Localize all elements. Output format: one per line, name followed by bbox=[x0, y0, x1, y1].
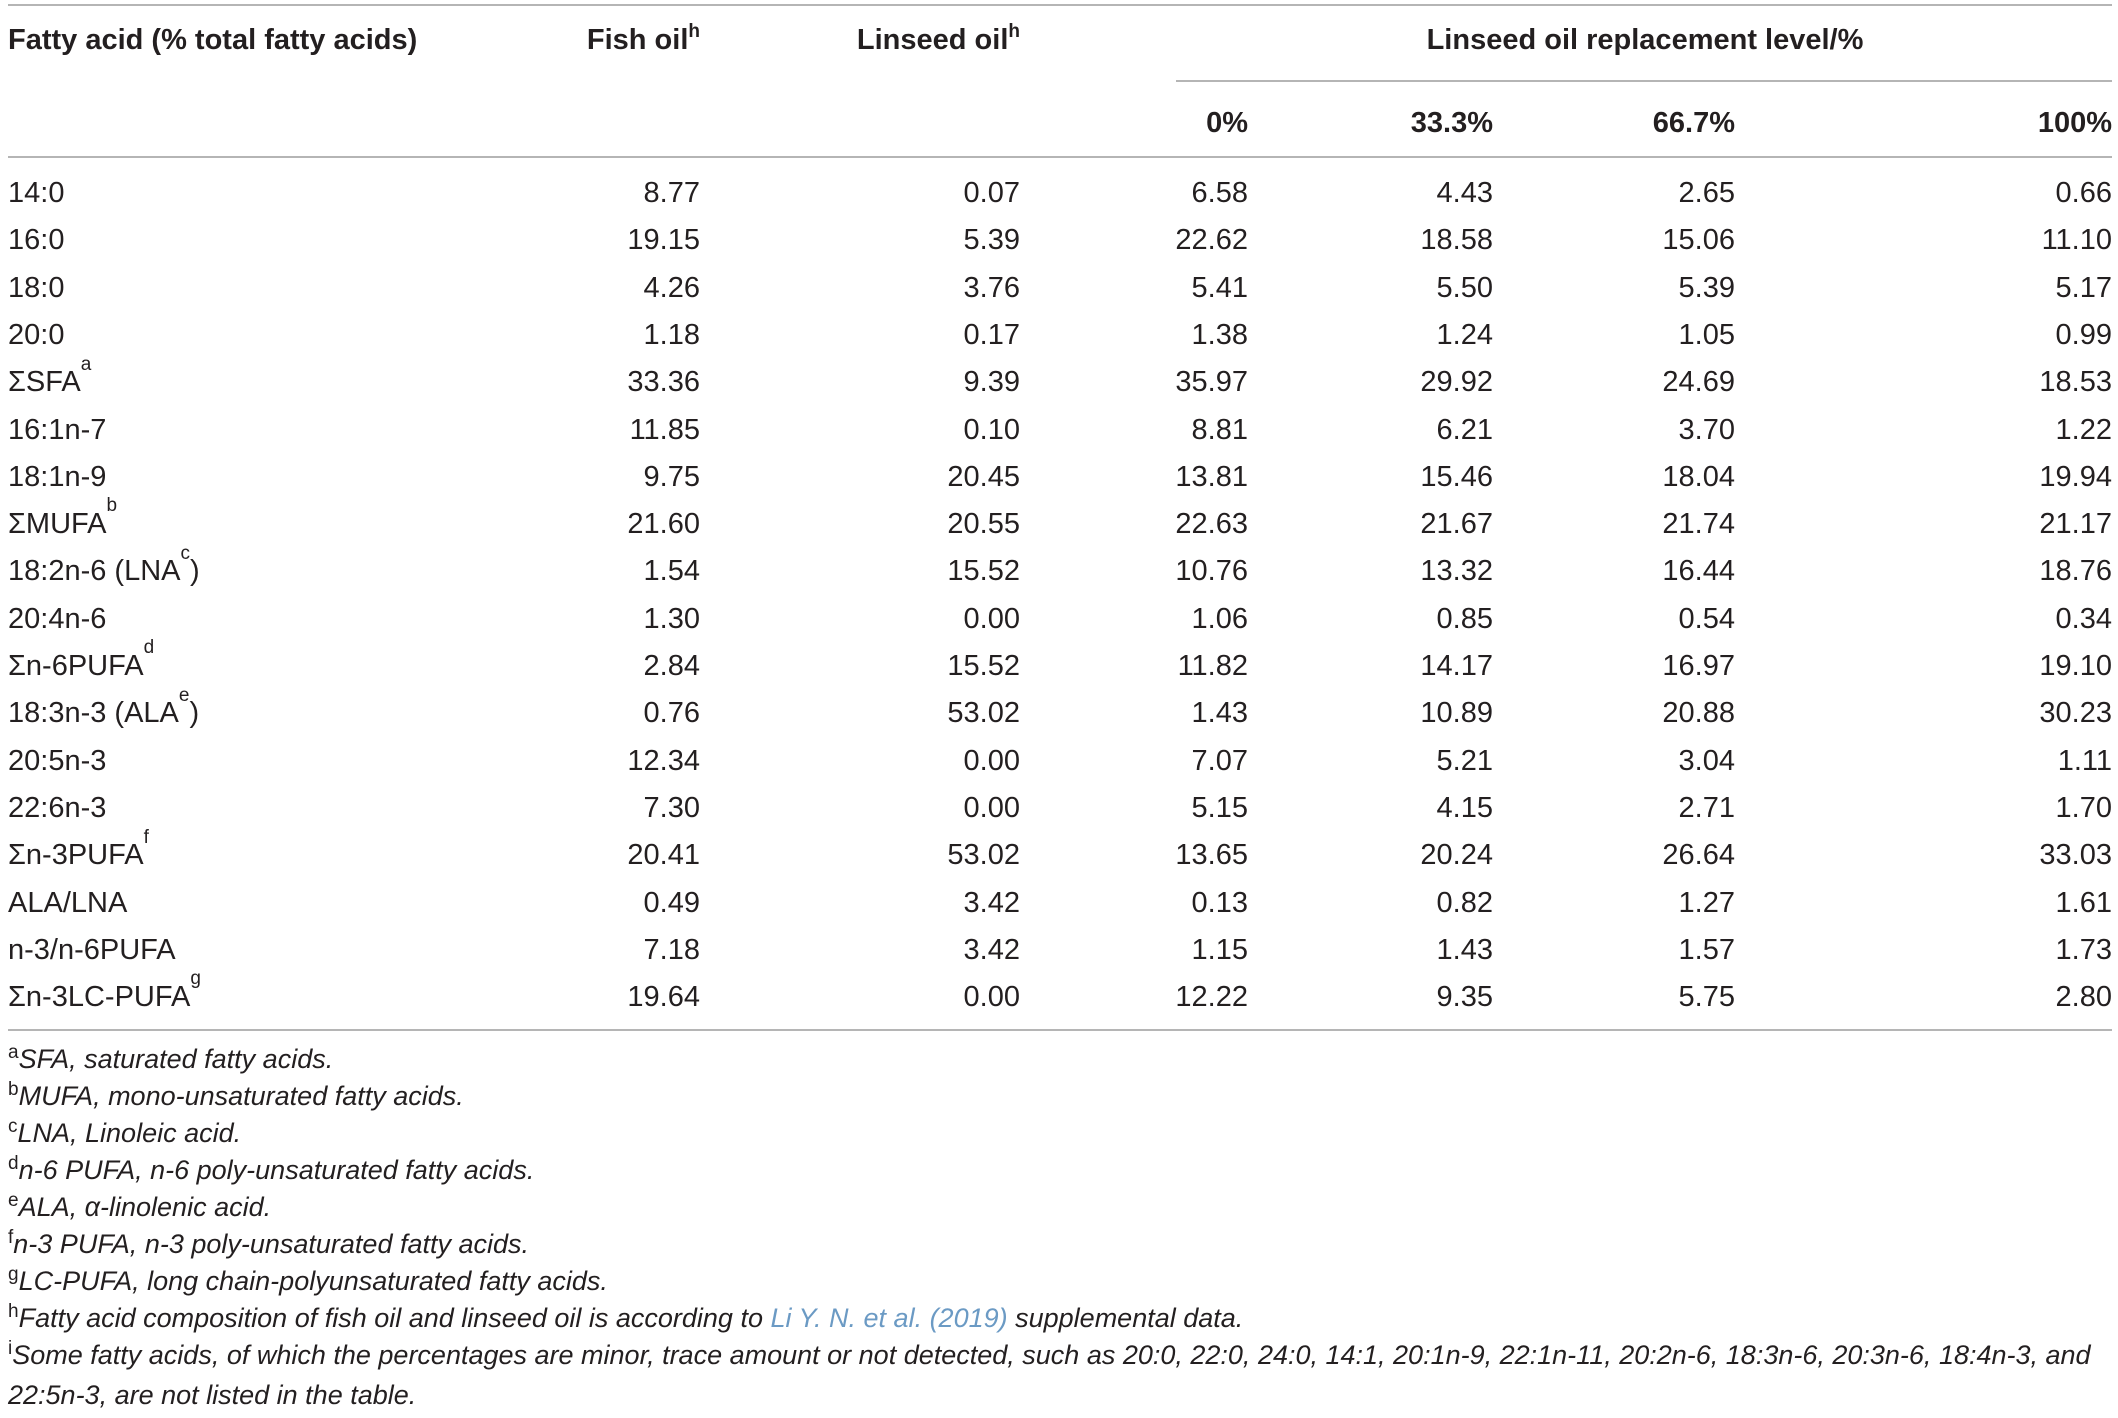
row-label-suffix: ) bbox=[190, 555, 200, 588]
table-row bbox=[8, 353, 2112, 406]
header-group-rule bbox=[1176, 80, 2112, 82]
footnote-i bbox=[8, 1337, 2112, 1414]
row-label bbox=[8, 880, 127, 927]
cell-level-0: 1.15 bbox=[1191, 933, 1248, 966]
footnote-c bbox=[8, 1115, 2112, 1155]
footnote-mark: i bbox=[8, 1338, 13, 1359]
table-row bbox=[8, 738, 2112, 785]
row-label bbox=[8, 170, 64, 217]
row-label-text: 16:1n-7 bbox=[8, 413, 107, 446]
row-label bbox=[8, 596, 106, 643]
footnote-f bbox=[8, 1226, 2112, 1266]
row-label bbox=[8, 312, 64, 359]
cell-level-100: 1.61 bbox=[2055, 886, 2112, 919]
header-fatty-acid: Fatty acid (% total fatty acids) bbox=[8, 24, 418, 56]
cell-level-66: 3.04 bbox=[1678, 744, 1735, 777]
row-label-text: 14:0 bbox=[8, 177, 65, 209]
cell-level-0: 8.81 bbox=[1191, 413, 1248, 446]
row-label-text: 20:0 bbox=[8, 318, 65, 351]
row-label-text: ALA/LNA bbox=[8, 886, 128, 919]
table-row bbox=[8, 265, 2112, 312]
header-level-0: 0% bbox=[1206, 107, 1248, 139]
header-level-100: 100% bbox=[2037, 107, 2112, 139]
cell-fish-oil: 19.64 bbox=[627, 981, 700, 1014]
row-label-text: 18:2n-6 (LNA bbox=[8, 555, 181, 588]
footnote-e bbox=[8, 1189, 2112, 1229]
cell-linseed-oil: 0.00 bbox=[963, 981, 1020, 1014]
cell-level-100: 33.03 bbox=[2039, 839, 2112, 872]
row-label bbox=[8, 265, 64, 312]
cell-level-66: 1.05 bbox=[1678, 318, 1735, 351]
row-label-text: 20:5n-3 bbox=[8, 744, 107, 777]
table-row bbox=[8, 495, 2112, 548]
row-label-text: 18:3n-3 (ALA bbox=[8, 697, 179, 730]
row-label bbox=[8, 637, 155, 690]
row-label bbox=[8, 968, 201, 1021]
cell-level-0: 5.15 bbox=[1191, 791, 1248, 824]
cell-linseed-oil: 53.02 bbox=[947, 839, 1020, 872]
cell-level-66: 1.57 bbox=[1678, 933, 1735, 966]
table-row bbox=[8, 880, 2112, 927]
footnote-mark: h bbox=[8, 1301, 19, 1322]
row-label-text: Σn-3PUFA bbox=[8, 839, 144, 872]
cell-linseed-oil: 0.00 bbox=[963, 602, 1020, 635]
row-label-text: Σn-6PUFA bbox=[8, 650, 144, 682]
table-row bbox=[8, 312, 2112, 359]
cell-level-33: 0.85 bbox=[1436, 602, 1493, 635]
cell-level-66: 18.04 bbox=[1662, 460, 1735, 493]
row-label bbox=[8, 826, 149, 879]
cell-level-100: 19.94 bbox=[2039, 460, 2112, 493]
cell-linseed-oil: 53.02 bbox=[947, 697, 1020, 730]
cell-level-100: 0.99 bbox=[2055, 318, 2112, 351]
cell-level-33: 29.92 bbox=[1420, 366, 1493, 399]
cell-level-0: 10.76 bbox=[1175, 555, 1248, 588]
row-label-text: 18:0 bbox=[8, 271, 65, 304]
cell-linseed-oil: 3.76 bbox=[963, 271, 1020, 304]
table-row bbox=[8, 637, 2112, 690]
cell-fish-oil: 1.30 bbox=[643, 602, 700, 635]
cell-fish-oil: 20.41 bbox=[627, 839, 700, 872]
footnote-mark: e bbox=[8, 1190, 19, 1211]
cell-level-0: 22.63 bbox=[1175, 508, 1248, 541]
table-row bbox=[8, 826, 2112, 879]
header-fish-oil: Fish oil$^h$ bbox=[586, 21, 700, 56]
row-label-text: 16:0 bbox=[8, 224, 65, 257]
footnote-a bbox=[8, 1041, 2112, 1081]
cell-linseed-oil: 0.00 bbox=[963, 791, 1020, 824]
cell-level-66: 2.65 bbox=[1678, 177, 1735, 209]
cell-level-66: 5.75 bbox=[1678, 981, 1735, 1014]
cell-level-66: 24.69 bbox=[1662, 366, 1735, 399]
cell-level-66: 26.64 bbox=[1662, 839, 1735, 872]
row-label bbox=[8, 217, 64, 264]
cell-linseed-oil: 15.52 bbox=[947, 555, 1020, 588]
cell-fish-oil: 11.85 bbox=[629, 413, 700, 446]
row-label-text: ΣMUFA bbox=[8, 508, 107, 541]
cell-level-33: 5.50 bbox=[1436, 271, 1493, 304]
row-label bbox=[8, 927, 176, 974]
cell-level-0: 0.13 bbox=[1191, 886, 1248, 919]
cell-level-100: 18.53 bbox=[2039, 366, 2112, 399]
cell-linseed-oil: 0.00 bbox=[963, 744, 1020, 777]
footnote-mark: b bbox=[8, 1079, 19, 1100]
cell-level-100: 1.22 bbox=[2055, 413, 2112, 446]
cell-level-66: 5.39 bbox=[1678, 271, 1735, 304]
cell-level-0: 7.07 bbox=[1191, 744, 1248, 777]
footnote-h bbox=[8, 1300, 2112, 1340]
cell-fish-oil: 1.18 bbox=[643, 318, 700, 351]
cell-level-100: 0.34 bbox=[2055, 602, 2112, 635]
cell-level-100: 30.23 bbox=[2039, 697, 2112, 730]
cell-level-66: 0.54 bbox=[1678, 602, 1735, 635]
cell-linseed-oil: 0.07 bbox=[963, 177, 1020, 209]
cell-level-33: 4.15 bbox=[1436, 791, 1493, 824]
header-linseed-oil: Linseed oil$^h$ bbox=[856, 21, 1020, 56]
footnote-mark: g bbox=[8, 1264, 19, 1285]
footnote-text: Fatty acid composition of fish oil and linseed oil is according to bbox=[18, 1303, 771, 1333]
cell-level-33: 6.21 bbox=[1436, 413, 1493, 446]
cell-level-0: 1.38 bbox=[1191, 318, 1248, 351]
cell-fish-oil: 21.60 bbox=[627, 508, 700, 541]
cell-level-33: 10.89 bbox=[1420, 697, 1493, 730]
header-level-33: 33.3% bbox=[1410, 107, 1493, 139]
cell-level-100: 2.80 bbox=[2055, 981, 2112, 1014]
row-label-text: Σn-3LC-PUFA bbox=[8, 981, 191, 1014]
cell-level-33: 0.82 bbox=[1436, 886, 1493, 919]
cell-level-66: 16.44 bbox=[1662, 555, 1735, 588]
footnote-text: LC-PUFA, long chain-polyunsaturated fatty acids. bbox=[18, 1266, 608, 1296]
cell-level-66: 20.88 bbox=[1662, 697, 1735, 730]
footnote-mark: e bbox=[178, 684, 190, 706]
cell-linseed-oil: 5.39 bbox=[963, 224, 1020, 257]
row-label bbox=[8, 738, 106, 785]
cell-fish-oil: 2.84 bbox=[643, 650, 700, 682]
cell-level-0: 13.81 bbox=[1175, 460, 1248, 493]
cell-level-66: 16.97 bbox=[1662, 650, 1735, 682]
footnote-text: SFA, saturated fatty acids. bbox=[18, 1044, 334, 1074]
header-level-66: 66.7% bbox=[1652, 107, 1735, 139]
footnote-text: ALA, α-linolenic acid. bbox=[18, 1192, 272, 1222]
cell-linseed-oil: 20.55 bbox=[947, 508, 1020, 541]
cell-level-33: 18.58 bbox=[1420, 224, 1493, 257]
footnote-mark: d bbox=[8, 1153, 19, 1174]
footnote-mark: a bbox=[80, 353, 92, 375]
footnote-mark: g bbox=[190, 968, 201, 990]
table-row bbox=[8, 407, 2112, 454]
cell-linseed-oil: 0.17 bbox=[963, 318, 1020, 351]
row-label bbox=[8, 495, 118, 548]
cell-level-33: 21.67 bbox=[1420, 508, 1493, 541]
row-label-text: 20:4n-6 bbox=[8, 602, 107, 635]
row-label bbox=[8, 407, 106, 454]
footnote-text: Some fatty acids, of which the percentages are minor, trace amount or not detected, such as 20:0, 22:0, 24:0, 14:1, 20:1n-9, 22:1n-11, 20:2n-6, 18:3n-6, 20:3n-6, 18:4n-3, and 22:5n-3, are not listed in the table. bbox=[8, 1340, 2091, 1410]
cell-level-33: 20.24 bbox=[1420, 839, 1493, 872]
row-label-text: ΣSFA bbox=[8, 366, 81, 399]
cell-level-66: 2.71 bbox=[1678, 791, 1735, 824]
table-row bbox=[8, 927, 2112, 974]
table-row bbox=[8, 542, 2112, 595]
row-label bbox=[8, 785, 106, 832]
cell-level-33: 14.17 bbox=[1420, 650, 1493, 682]
table-top-rule bbox=[8, 4, 2112, 6]
cell-level-66: 3.70 bbox=[1678, 413, 1735, 446]
cell-level-0: 11.82 bbox=[1177, 650, 1248, 682]
cell-linseed-oil: 9.39 bbox=[963, 366, 1020, 399]
row-label-text: 22:6n-3 bbox=[8, 791, 107, 824]
cell-level-0: 1.06 bbox=[1191, 602, 1248, 635]
footnote-text: MUFA, mono-unsaturated fatty acids. bbox=[18, 1081, 464, 1111]
cell-linseed-oil: 3.42 bbox=[963, 886, 1020, 919]
cell-fish-oil: 19.15 bbox=[627, 224, 700, 257]
footnote-d bbox=[8, 1152, 2112, 1192]
cell-fish-oil: 9.75 bbox=[643, 460, 700, 493]
cell-level-100: 1.11 bbox=[2057, 744, 2112, 777]
table-row bbox=[8, 785, 2112, 832]
header-replacement-level: Linseed oil replacement level/% bbox=[1426, 24, 1864, 56]
row-label bbox=[8, 454, 106, 501]
table-row bbox=[8, 170, 2112, 217]
cell-level-100: 19.10 bbox=[2039, 650, 2112, 682]
cell-fish-oil: 33.36 bbox=[627, 366, 700, 399]
cell-level-66: 21.74 bbox=[1662, 508, 1735, 541]
cell-level-33: 9.35 bbox=[1436, 981, 1493, 1014]
cell-level-66: 15.06 bbox=[1662, 224, 1735, 257]
cell-level-0: 6.58 bbox=[1191, 177, 1248, 209]
cell-level-0: 5.41 bbox=[1191, 271, 1248, 304]
row-label bbox=[8, 684, 200, 737]
cell-fish-oil: 8.77 bbox=[643, 177, 700, 209]
footnote-text: n-3 PUFA, n-3 poly-unsaturated fatty acids. bbox=[13, 1229, 530, 1259]
cell-level-100: 0.66 bbox=[2055, 177, 2112, 209]
citation-link[interactable]: Li Y. N. et al. (2019) bbox=[770, 1303, 1008, 1333]
cell-fish-oil: 12.34 bbox=[627, 744, 700, 777]
footnote-mark: a bbox=[8, 1042, 19, 1063]
cell-level-0: 22.62 bbox=[1175, 224, 1248, 257]
footnote-mark: c bbox=[180, 542, 190, 564]
cell-linseed-oil: 3.42 bbox=[963, 933, 1020, 966]
cell-fish-oil: 1.54 bbox=[643, 555, 700, 588]
table-row bbox=[8, 968, 2112, 1021]
table-row bbox=[8, 217, 2112, 264]
row-label-text: n-3/n-6PUFA bbox=[8, 933, 176, 966]
footnote-g bbox=[8, 1263, 2112, 1303]
cell-level-100: 11.10 bbox=[2041, 224, 2112, 257]
cell-level-0: 35.97 bbox=[1175, 366, 1248, 399]
footnote-text: n-6 PUFA, n-6 poly-unsaturated fatty acids. bbox=[18, 1155, 535, 1185]
footnote-text: LNA, Linoleic acid. bbox=[17, 1118, 242, 1148]
cell-linseed-oil: 0.10 bbox=[963, 413, 1020, 446]
cell-level-100: 1.70 bbox=[2055, 791, 2112, 824]
cell-fish-oil: 4.26 bbox=[643, 271, 700, 304]
cell-fish-oil: 7.30 bbox=[643, 791, 700, 824]
cell-fish-oil: 0.49 bbox=[643, 886, 700, 919]
cell-fish-oil: 7.18 bbox=[643, 933, 700, 966]
cell-level-100: 21.17 bbox=[2039, 508, 2112, 541]
row-label bbox=[8, 542, 200, 595]
cell-level-0: 13.65 bbox=[1175, 839, 1248, 872]
footnote-b bbox=[8, 1078, 2112, 1118]
footnote-mark: f bbox=[8, 1227, 14, 1248]
cell-level-66: 1.27 bbox=[1678, 886, 1735, 919]
cell-level-33: 4.43 bbox=[1436, 177, 1493, 209]
table-row bbox=[8, 596, 2112, 643]
cell-level-33: 1.24 bbox=[1436, 318, 1493, 351]
footnote-text-after: supplemental data. bbox=[1007, 1303, 1244, 1333]
table-bottom-rule bbox=[8, 1029, 2112, 1031]
cell-level-0: 1.43 bbox=[1191, 697, 1248, 730]
footnote-mark: b bbox=[106, 495, 118, 517]
cell-level-100: 1.73 bbox=[2055, 933, 2112, 966]
row-label-text: 18:1n-9 bbox=[8, 460, 107, 493]
table-row bbox=[8, 684, 2112, 737]
footnote-mark: c bbox=[8, 1116, 18, 1137]
cell-fish-oil: 0.76 bbox=[643, 697, 700, 730]
cell-level-33: 15.46 bbox=[1420, 460, 1493, 493]
table-row bbox=[8, 454, 2112, 501]
cell-level-100: 18.76 bbox=[2039, 555, 2112, 588]
footnote-mark: d bbox=[143, 637, 155, 659]
row-label-suffix: ) bbox=[189, 697, 200, 730]
header-bottom-rule bbox=[8, 156, 2112, 158]
cell-linseed-oil: 15.52 bbox=[947, 650, 1020, 682]
cell-level-100: 5.17 bbox=[2055, 271, 2112, 304]
cell-level-33: 1.43 bbox=[1436, 933, 1493, 966]
footnote-mark: f bbox=[143, 826, 149, 848]
row-label bbox=[8, 353, 92, 406]
cell-linseed-oil: 20.45 bbox=[947, 460, 1020, 493]
cell-level-33: 13.32 bbox=[1420, 555, 1493, 588]
cell-level-33: 5.21 bbox=[1436, 744, 1493, 777]
cell-level-0: 12.22 bbox=[1175, 981, 1248, 1014]
